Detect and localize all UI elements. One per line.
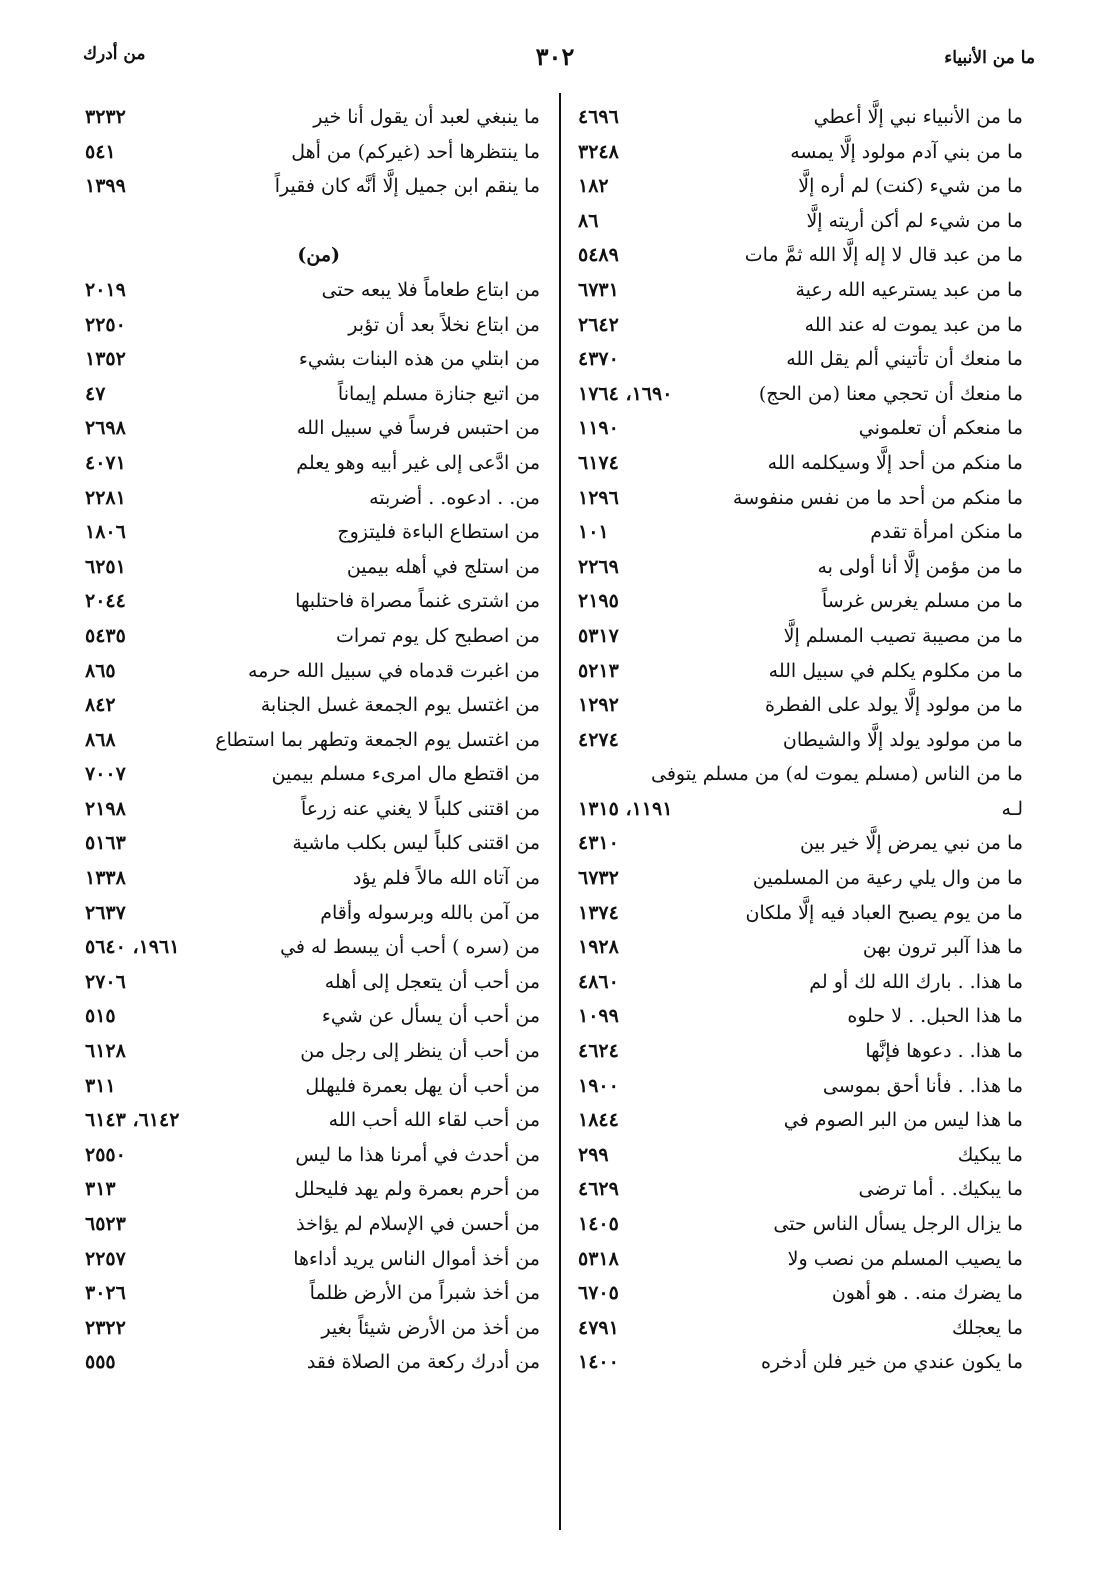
index-entry [85,446,540,481]
entry-reference: ٢٠٤٤ [85,590,126,613]
entry-text: ما منعك أن تحجي معنا (من الحج) [758,382,1023,405]
index-entry [85,861,540,896]
index-entry [85,1034,540,1069]
entry-reference: ٥٣١٧ [578,624,619,647]
entry-reference: ٤٢٧٤ [578,728,619,751]
index-entry [578,896,1023,931]
entry-text: من أحدث في أمرنا هذا ما ليس [295,1143,540,1166]
left-column [85,100,540,1380]
entry-reference: ٢٩٩ [578,1143,609,1166]
index-entry [578,169,1023,204]
entry-reference: ٦٥٢٣ [85,1213,126,1235]
entry-text: ما من نبي يمرض إلَّا خير بين [800,832,1023,855]
running-head-left: من أدرك [83,44,146,64]
entry-reference: ٥٤٣٥ [85,624,126,647]
entry-reference: ٦٢٥١ [85,555,126,578]
index-entry [578,1069,1023,1104]
entry-text: من أخذ أموال الناس يريد أداءها [293,1247,540,1270]
entry-text: ما يكون عندي من خير فلن أدخره [760,1351,1023,1374]
entry-text: ما هذا ليس من البر الصوم في [783,1109,1023,1132]
entry-text: من اقتنى كلباً لا يغني عنه زرعاً [301,797,540,820]
entry-text: من أخذ شبراً من الأرض ظلماً [309,1282,540,1305]
index-entry [85,1103,540,1138]
entry-text: من أخذ من الأرض شيئاً بغير [321,1316,540,1339]
index-entry [578,100,1023,135]
entry-reference: ٣٠٢٦ [85,1282,126,1305]
entry-text: من (سره ) أحب أن يبسط له في [280,936,540,959]
entry-reference: ٣١١ [85,1074,116,1097]
index-entry [85,342,540,377]
entry-reference: ٦٧٠٥ [578,1282,619,1305]
entry-reference: ١٩٠٠ [578,1074,619,1097]
entry-reference: ٦٧٣٢ [578,867,619,890]
entry-reference: ٤٣١٠ [578,832,619,855]
entry-reference: ١٣٩٩ [85,175,126,198]
entry-text: لـه [1001,797,1023,820]
column-divider [559,93,561,1530]
entry-text: (من) [297,244,340,267]
entry-text: ما منعك أن تأتيني ألم يقل الله [786,348,1023,371]
entry-text: من اغبرت قدماه في سبيل الله حرمه [247,659,540,682]
entry-text: ما من وال يلي رعية من المسلمين [752,867,1023,890]
entry-text: ما يزال الرجل يسأل الناس حتى [773,1213,1023,1235]
entry-reference: ٢١٩٨ [85,797,126,820]
entry-reference: ٤٨٦٠ [578,970,619,993]
index-entry [578,930,1023,965]
index-entry [578,550,1023,585]
index-entry [85,1276,540,1311]
entry-reference: ٤٦٢٤ [578,1040,619,1063]
index-entry [578,1242,1023,1277]
entry-text: من ابتاع طعاماً فلا يبعه حتى [321,278,540,301]
entry-text: من استطاع الباءة فليتزوج [337,521,540,544]
entry-text: من أحرم بعمرة ولم يهد فليحلل [294,1178,540,1201]
entry-text: من اقتطع مال امرىء مسلم بيمين [271,763,540,786]
index-entry [578,1172,1023,1207]
index-entry [578,1311,1023,1346]
entry-reference: ٤٦٢٩ [578,1178,619,1201]
index-entry [578,757,1023,792]
entry-reference: ١٠٩٩ [578,1005,619,1028]
entry-reference: ٢٠١٩ [85,278,126,301]
entry-text: ما هذا آلبر ترون بهن [862,936,1023,959]
index-entry [578,1207,1023,1242]
entry-text: من. . ادعوه. . أضربته [369,486,540,509]
entry-text: من اتبع جنازة مسلم إيماناً [337,382,540,405]
index-entry [578,308,1023,343]
index-entry [578,238,1023,273]
right-column [578,100,1023,1380]
entry-reference: ١٣٧٤ [578,901,619,924]
entry-reference: ١٩٢٨ [578,936,619,959]
entry-reference: ١٩٦١، ٥٦٤٠ [85,936,180,959]
entry-text: ما هذا. . دعوها فإنَّها [865,1040,1023,1063]
entry-reference: ١٢٩٢ [578,694,619,717]
page-number: ٣٠٢ [535,42,575,71]
entry-reference: ٤٣٧٠ [578,348,619,371]
index-entry [578,1138,1023,1173]
entry-reference: ٢٢٨١ [85,486,126,509]
entry-text: ما يضرك منه. . هو أهون [831,1282,1023,1305]
entry-reference: ٥١٦٣ [85,832,126,855]
entry-reference: ١٠١ [578,521,609,544]
entry-text: من أحب أن يسأل عن شيء [321,1005,540,1028]
entry-reference: ٨٦٨ [85,728,116,751]
entry-reference: ١٣٥٢ [85,348,126,371]
entry-text: من أحب أن يتعجل إلى أهله [324,970,540,993]
entry-reference: ١١٩٠ [578,417,619,440]
entry-reference: ٥٢١٣ [578,659,619,682]
index-entry [85,1207,540,1242]
entry-reference: ٤٠٧١ [85,451,126,474]
entry-text: ما ينبغي لعبد أن يقول أنا خير [313,106,540,128]
index-entry [85,688,540,723]
entry-text: ما ينقم ابن جميل إلَّا أنَّه كان فقيراً [274,175,540,198]
index-entry [85,584,540,619]
index-entry [85,1242,540,1277]
entry-text: ما منكن امرأة تقدم [870,521,1023,544]
index-entry [85,515,540,550]
entry-reference: ٤٦٩٦ [578,106,619,128]
entry-reference: ٢٦٤٢ [578,313,619,336]
entry-reference: ٤٧ [85,382,106,405]
running-head-right: ما من الأنبياء [944,48,1035,68]
index-entry [85,1172,540,1207]
entry-reference: ٣١٣ [85,1178,116,1201]
index-entry [85,481,540,516]
entry-reference: ١١٩١، ١٣١٥ [578,797,673,820]
entry-reference: ١٤٠٠ [578,1351,619,1374]
entry-reference: ٢٢٥٧ [85,1247,126,1270]
index-entry [578,999,1023,1034]
entry-text: ما منكم من أحد إلَّا وسيكلمه الله [767,451,1023,474]
entry-text: من اشترى غنماً مصراة فاحتلبها [295,590,540,613]
entry-text: ما من مولود يولد إلَّا والشيطان [782,728,1023,751]
index-entry [85,619,540,654]
index-entry [578,826,1023,861]
entry-reference: ٥٥٥ [85,1351,116,1374]
entry-reference: ٦١٢٨ [85,1040,126,1063]
entry-reference: ٣٢٤٨ [578,140,619,163]
index-entry [85,965,540,1000]
index-entry [578,273,1023,308]
entry-text: ما هذا. . بارك الله لك أو لم [809,970,1023,993]
index-entry [85,1069,540,1104]
index-entry [578,135,1023,170]
entry-text: من اصطبح كل يوم تمرات [335,624,540,647]
index-entry [578,1276,1023,1311]
index-entry [85,1345,540,1380]
index-entry [85,169,540,204]
entry-reference: ١٦٩٠، ١٧٦٤ [578,382,673,405]
index-entry [578,1345,1023,1380]
entry-reference: ١٨٢ [578,175,609,198]
entry-text: ما ينتظرها أحد (غيركم) من أهل [291,140,540,163]
entry-text: ما هذا الحبل. . لا حلوه [847,1005,1023,1028]
index-entry [578,619,1023,654]
entry-text: ما يبكيك [957,1143,1023,1166]
entry-text: من ابتاع نخلاً بعد أن تؤبر [348,313,540,336]
index-entry [85,308,540,343]
entry-reference: ٨٦ [578,209,599,232]
entry-text: ما منكم من أحد ما من نفس منفوسة [732,486,1023,509]
index-entry [85,654,540,689]
entry-reference: ٦١٤٢، ٦١٤٣ [85,1109,180,1132]
entry-text: من أحسن في الإسلام لم يؤاخذ [296,1213,540,1235]
entry-reference: ٣٢٣٢ [85,106,126,128]
entry-reference: ٥٤١ [85,140,116,163]
entry-reference: ٨٦٥ [85,659,116,682]
entry-reference: ٢٥٥٠ [85,1143,126,1166]
entry-text: ما من مؤمن إلَّا أنا أولى به [817,555,1023,578]
entry-text: ما هذا. . فأنا أحق بموسى [822,1074,1023,1097]
index-entry [578,584,1023,619]
index-entry [578,342,1023,377]
entry-text: ما من يوم يصبح العباد فيه إلَّا ملكان [745,901,1023,924]
index-entry [578,377,1023,412]
entry-text: من اغتسل يوم الجمعة غسل الجنابة [260,694,540,717]
entry-text: ما منعكم أن تعلموني [858,417,1023,440]
index-entry [85,204,540,239]
entry-reference: ١٢٩٦ [578,486,619,509]
index-entry [578,515,1023,550]
entry-text: ما من مولود إلَّا يولد على الفطرة [764,694,1023,717]
entry-text: من أحب أن ينظر إلى رجل من [300,1040,540,1063]
entry-text: من استلج في أهله بيمين [346,555,540,578]
entry-reference: ٢٦٩٨ [85,417,126,440]
entry-text: ما من مكلوم يكلم في سبيل الله [768,659,1023,682]
entry-reference: ٥١٥ [85,1005,116,1028]
entry-reference: ٥٤٨٩ [578,244,619,267]
entry-text: ما من مصيبة تصيب المسلم إلَّا [783,624,1023,647]
index-entry [85,273,540,308]
entry-reference: ٢٦٣٧ [85,901,126,924]
entry-text: ما يصيب المسلم من نصب ولا [787,1247,1023,1270]
index-entry [578,446,1023,481]
section-heading [85,238,540,273]
index-entry [85,411,540,446]
entry-text: من آمن بالله وبرسوله وأقام [320,901,540,924]
index-entry [85,1311,540,1346]
entry-text: ما يبكيك. . أما ترضى [858,1178,1023,1201]
index-entry [85,896,540,931]
index-entry [578,792,1023,827]
entry-reference: ١٤٠٥ [578,1213,619,1235]
entry-reference: ٦١٧٤ [578,451,619,474]
entry-text: ما من عبد يموت له عند الله [804,313,1023,336]
entry-text: ما من الناس (مسلم يموت له) من مسلم يتوفى [650,763,1023,786]
index-entry [578,688,1023,723]
index-entry [85,550,540,585]
index-entry [578,1103,1023,1138]
entry-text: من أدرك ركعة من الصلاة فقد [306,1351,540,1374]
index-entry [85,792,540,827]
index-entry [85,135,540,170]
index-entry [85,999,540,1034]
entry-text: من أحب لقاء الله أحب الله [328,1109,540,1132]
entry-text: ما من شيء لم أكن أريته إلَّا [806,209,1023,232]
entry-text: من آتاه الله مالاً فلم يؤد [352,867,540,890]
entry-reference: ١٨٠٦ [85,521,126,544]
entry-reference: ٢٢٥٠ [85,313,126,336]
entry-text: من ابتلي من هذه البنات بشيء [298,348,540,371]
entry-reference: ٥٣١٨ [578,1247,619,1270]
index-entry [85,723,540,758]
entry-text: ما من مسلم يغرس غرساً [821,590,1023,613]
index-entry [578,965,1023,1000]
entry-reference: ٦٧٣١ [578,278,619,301]
page-header [75,40,1035,80]
index-entry [578,204,1023,239]
index-entry [85,826,540,861]
index-entry [85,930,540,965]
entry-reference: ٢٧٠٦ [85,970,126,993]
entry-reference: ١٨٤٤ [578,1109,619,1132]
entry-text: من اغتسل يوم الجمعة وتطهر بما استطاع [215,728,540,751]
index-entry [578,654,1023,689]
index-entry [85,100,540,135]
entry-text: من اقتنى كلباً ليس بكلب ماشية [292,832,540,855]
index-entry [85,757,540,792]
index-entry [578,861,1023,896]
entry-text: من ادَّعى إلى غير أبيه وهو يعلم [296,451,540,474]
entry-reference: ٢١٩٥ [578,590,619,613]
index-entry [85,377,540,412]
entry-reference: ٧٠٠٧ [85,763,126,786]
entry-text: ما يعجلك [951,1316,1023,1339]
entry-text: من احتبس فرساً في سبيل الله [296,417,540,440]
index-entry [578,723,1023,758]
entry-text: ما من بني آدم مولود إلَّا يمسه [790,140,1023,163]
entry-reference: ٨٤٢ [85,694,116,717]
entry-reference: ٢٢٦٩ [578,555,619,578]
index-entry [578,1034,1023,1069]
entry-text: من أحب أن يهل بعمرة فليهلل [305,1074,540,1097]
entry-text: ما من الأنبياء نبي إلَّا أعطي [813,106,1023,128]
entry-text: ما من عبد يسترعيه الله رعية [795,278,1023,301]
index-entry [578,411,1023,446]
entry-text: ما من شيء (كنت) لم أره إلَّا [798,175,1023,198]
index-entry [85,1138,540,1173]
index-entry [578,481,1023,516]
entry-reference: ٢٣٢٢ [85,1316,126,1339]
entry-reference: ١٣٣٨ [85,867,126,890]
entry-text: ما من عبد قال لا إله إلَّا الله ثمَّ مات [744,244,1023,267]
entry-reference: ٤٧٩١ [578,1316,619,1339]
